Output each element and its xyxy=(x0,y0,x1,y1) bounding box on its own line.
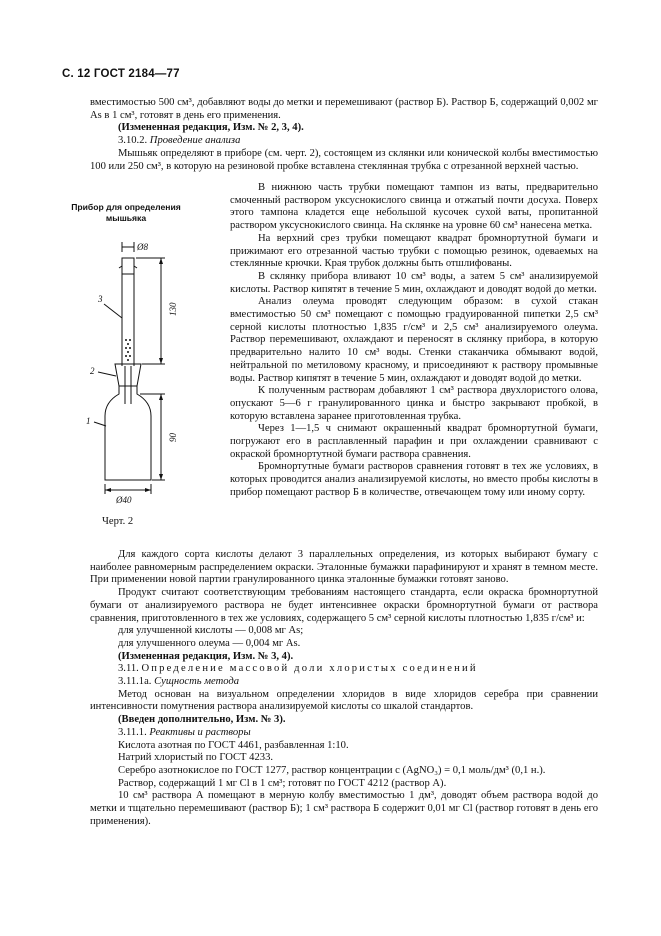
section-number: 3.10.2. xyxy=(118,135,148,147)
side-text-block xyxy=(230,182,598,500)
paragraph: Для каждого сорта кислоты делают 3 параллельных определения, из которых выбирают бумагу с наиболее равномерным распределением окраски. Эталонные бумажки парафинируют и хранят в темном месте. При применении новой партии гранулированного цинка эталонные бумажки готовят заново. xyxy=(90,549,598,586)
amendment-note: (Измененная редакция, Изм. № 2, 3, 4). xyxy=(118,122,304,134)
paragraph: Раствор, содержащий 1 мг Cl в 1 см³; готовят по ГОСТ 4212 (раствор А). xyxy=(118,777,447,789)
section-heading xyxy=(90,663,598,676)
paragraph: вместимостью 500 см³, добавляют воды до метки и перемешивают (раствор Б). Раствор Б, содержащий 0,002 мг As в 1 см³, готовят в день его применения. xyxy=(90,97,598,121)
paragraph: Метод основан на визуальном определении хлоридов в виде хлоридов серебра при сравнении интенсивности помутнения раствора анализируемой кислоты со шкалой стандартов. xyxy=(90,688,598,713)
list-item: для улучшенной кислоты — 0,008 мг As; xyxy=(118,625,304,637)
paragraph: Кислота азотная по ГОСТ 4461, разбавленная 1:10. xyxy=(118,739,349,751)
section-number: 3.11.1а. xyxy=(118,676,152,688)
figure-label-1: 1 xyxy=(86,416,91,426)
paragraph: Продукт считают соответствующим требованиям настоящего стандарта, если окраска бромнортутной бумаги от анализируемого раствора не будет интенсивнее окраски бромнортутной бумаги от раствора сравнения, приготовленного в тех же условиях, содержащего 5 см³ серной кислоты плотностью 1,835 г/см³ и: xyxy=(90,587,598,624)
section-heading xyxy=(90,727,598,740)
rubber-stopper xyxy=(115,364,141,386)
paragraph: Натрий хлористый по ГОСТ 4233. xyxy=(118,752,274,764)
section-number: 3.11.1. xyxy=(118,726,147,738)
leader-line-3 xyxy=(104,304,122,318)
dim-flask-label: 90 xyxy=(168,433,178,442)
paragraph: Через 1—1,5 ч снимают окрашенный квадрат бромнортутной бумаги, погружают его в расплавленный парафин и при охлаждении сравнивают с окраской бромнортутной бумаги раствора сравнения. xyxy=(230,423,598,460)
arrow-head xyxy=(159,258,163,264)
section-heading xyxy=(90,135,598,148)
tube-cut-part xyxy=(122,258,134,274)
figure-label-2: 2 xyxy=(90,366,95,376)
page-header: С. 12 ГОСТ 2184—77 xyxy=(62,68,180,80)
paragraph: Серебро азотнокислое по ГОСТ 1277, раствор концентрации с (AgNO₃) = 0,1 моль/дм³ (0,1 н.). xyxy=(118,764,546,776)
top-text-block xyxy=(90,97,598,173)
amendment-note: (Введен дополнительно, Изм. № 3). xyxy=(118,714,286,726)
dim-top-label: Ø8 xyxy=(137,242,148,252)
section-number: 3.11. xyxy=(118,663,139,675)
figure-label-3: 3 xyxy=(98,294,103,304)
list-item: для улучшенного олеума — 0,004 мг As. xyxy=(118,637,301,649)
arrow-head xyxy=(159,358,163,364)
paragraph: Мышьяк определяют в приборе (см. черт. 2), состоящем из склянки или конической колбы вместимостью 100 или 250 см³, в которую на резиновой пробке вставлена стеклянная трубка с отрезанной верхней частью. xyxy=(90,147,598,172)
figure-title: Прибор для определения мышьяка xyxy=(71,202,181,223)
bottom-dimension xyxy=(82,484,202,508)
paragraph: В склянку прибора вливают 10 см³ воды, а затем 5 см³ анализируемой кислоты. Раствор кипятят в течение 5 мин, охлаждают и доводят водой до метки. xyxy=(230,270,598,295)
dim-bottom-label: Ø40 xyxy=(116,495,132,505)
arrow-head xyxy=(159,394,163,400)
section-title: Проведение анализа xyxy=(149,135,241,147)
paragraph: Анализ олеума проводят следующим образом: в сухой стакан вместимостью 50 см³ помещают с помощью градуированной пипетки 2,5 см³ серной кислоты плотностью 1,835 г/см³ и 2,5 см³ анализируемого олеума. Раствор перемешивают, охлаждают и переносят в склянку прибора, в которую предварительно налито 10 см³ воды. Стенки стаканчика обмывают водой, нейтральной по метиловому красному, и присоединяют к раствору промывные воды. Раствор кипятят в течение 5 мин, охлаждают и доводят водой до метки. xyxy=(230,296,598,384)
arrow-head xyxy=(159,474,163,480)
figure-caption: Черт. 2 xyxy=(102,516,134,527)
paragraph: Бромнортутные бумаги растворов сравнения готовят в тех же условиях, в которых проводится анализ анализируемой кислоты, но вместо пробы кислоты в прибор помещают раствор Б в количестве, отвечающем тому или иному сорту. xyxy=(230,461,598,498)
bottom-text-block xyxy=(90,549,598,828)
section-title: Определение массовой доли хлористых соединений xyxy=(141,663,478,675)
paragraph: В нижнюю часть трубки помещают тампон из ваты, предварительно смоченный раствором уксуснокислого свинца и отжатый почти досуха. Поверх этого тампона кладется еще небольшой кусочек сухой ваты, пропитанной раствором уксуснокислого свинца. На склянке на уровне 60 см³ нанесена метка. xyxy=(230,182,598,232)
paragraph: 10 см³ раствора А помещают в мерную колбу вместимостью 1 дм³, доводят объем раствора водой до метки и тщательно перемешивают (раствор Б); 1 см³ раствора Б содержит 0,01 мг Cl (раствор готовят в день его применения). xyxy=(90,790,598,827)
flask-body xyxy=(105,386,151,480)
amendment-note: (Измененная редакция, Изм. № 3, 4). xyxy=(118,650,294,662)
paragraph: К полученным растворам добавляют 1 см³ раствора двухлористого олова, опускают 5—6 г гранулированного цинка и быстро закрывают пробкой, в которую вставлена заранее приготовленная трубка. xyxy=(230,385,598,422)
paragraph: На верхний срез трубки помещают квадрат бромнортутной бумаги и прижимают его отрезанной частью трубки с помощью резинок, одеваемых на стеклянные крючки. Края трубок должны быть отшлифованы. xyxy=(230,232,598,270)
dim-tube-label: 130 xyxy=(168,302,178,316)
arsenic-apparatus-figure xyxy=(82,236,202,486)
section-heading xyxy=(90,676,598,689)
section-title: Реактивы и растворы xyxy=(149,726,251,738)
leader-line-2 xyxy=(98,372,116,376)
leader-line-1 xyxy=(94,422,106,426)
section-title: Сущность метода xyxy=(154,676,240,688)
